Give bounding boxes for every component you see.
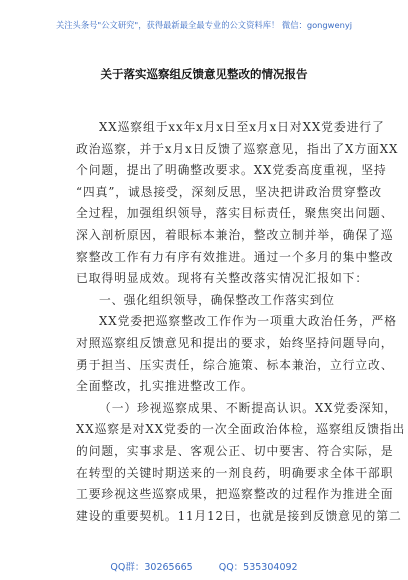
body-line: 深入剖析原因，着眼标本兼治，整改立制并举，确保了巡 — [76, 227, 394, 242]
document-body — [76, 117, 406, 527]
body-line: XX巡察组于xx年x月x日至x月x日对XX党委进行了 — [99, 120, 385, 134]
body-line: “四真”，诚恳接受，深刻反思，坚决把讲政治贯穿整改 — [76, 184, 382, 199]
body-line: 在转型的关键时期送来的一剂良药，明确要求全体干部职 — [76, 465, 394, 480]
section-heading: 一、强化组织领导，确保整改工作落实到位 — [99, 292, 335, 307]
header-banner: 关注头条号"公文研究"，获得最新最全最专业的公文资料库！ 微信：gongwenyj — [55, 20, 353, 30]
body-line: 察整改工作有力有序有效推进。通过一个多月的集中整改 — [76, 249, 394, 264]
body-line: 工要珍视这些巡察成果，把巡察整改的过程作为推进全面 — [76, 487, 394, 502]
body-line: 勇于担当、压实责任，综合施策、标本兼治，立行立改、 — [76, 357, 394, 372]
document-title: 关于落实巡察组反馈意见整改的情况报告 — [100, 67, 308, 81]
qq-group-text: QQ群：30265665 — [110, 562, 193, 573]
body-line: 建设的重要契机。11月12日，也就是接到反馈意见的第二 — [76, 508, 402, 523]
body-line: 政治巡察，并于x月x日反馈了巡察意见，指出了X方面XX — [76, 141, 399, 156]
body-line: 的问题，实事求是、客观公正、切中要害、符合实际，是 — [76, 443, 394, 458]
qq-number-text: QQ：535304092 — [218, 562, 298, 573]
footer-contacts — [0, 562, 408, 574]
body-line: XX巡察是对XX党委的一次全面政治体检，巡察组反馈指出 — [76, 422, 406, 437]
body-line: XX党委把巡察整改工作作为一项重大政治任务，严格 — [99, 314, 397, 329]
subsection-line: （一）珍视巡察成果、不断提高认识。XX党委深知， — [99, 400, 397, 415]
body-line: 对照巡察组反馈意见和提出的要求，始终坚持问题导向， — [76, 335, 394, 350]
body-line: 已取得明显成效。现将有关整改落实情况汇报如下： — [76, 271, 369, 286]
body-line: 全面整改，扎实推进整改工作。 — [76, 379, 254, 394]
body-line: 个问题，提出了明确整改要求。XX党委高度重视，坚持 — [76, 163, 387, 178]
body-line: 全过程，加强组织领导，落实目标责任，聚焦突出问题、 — [76, 206, 394, 221]
